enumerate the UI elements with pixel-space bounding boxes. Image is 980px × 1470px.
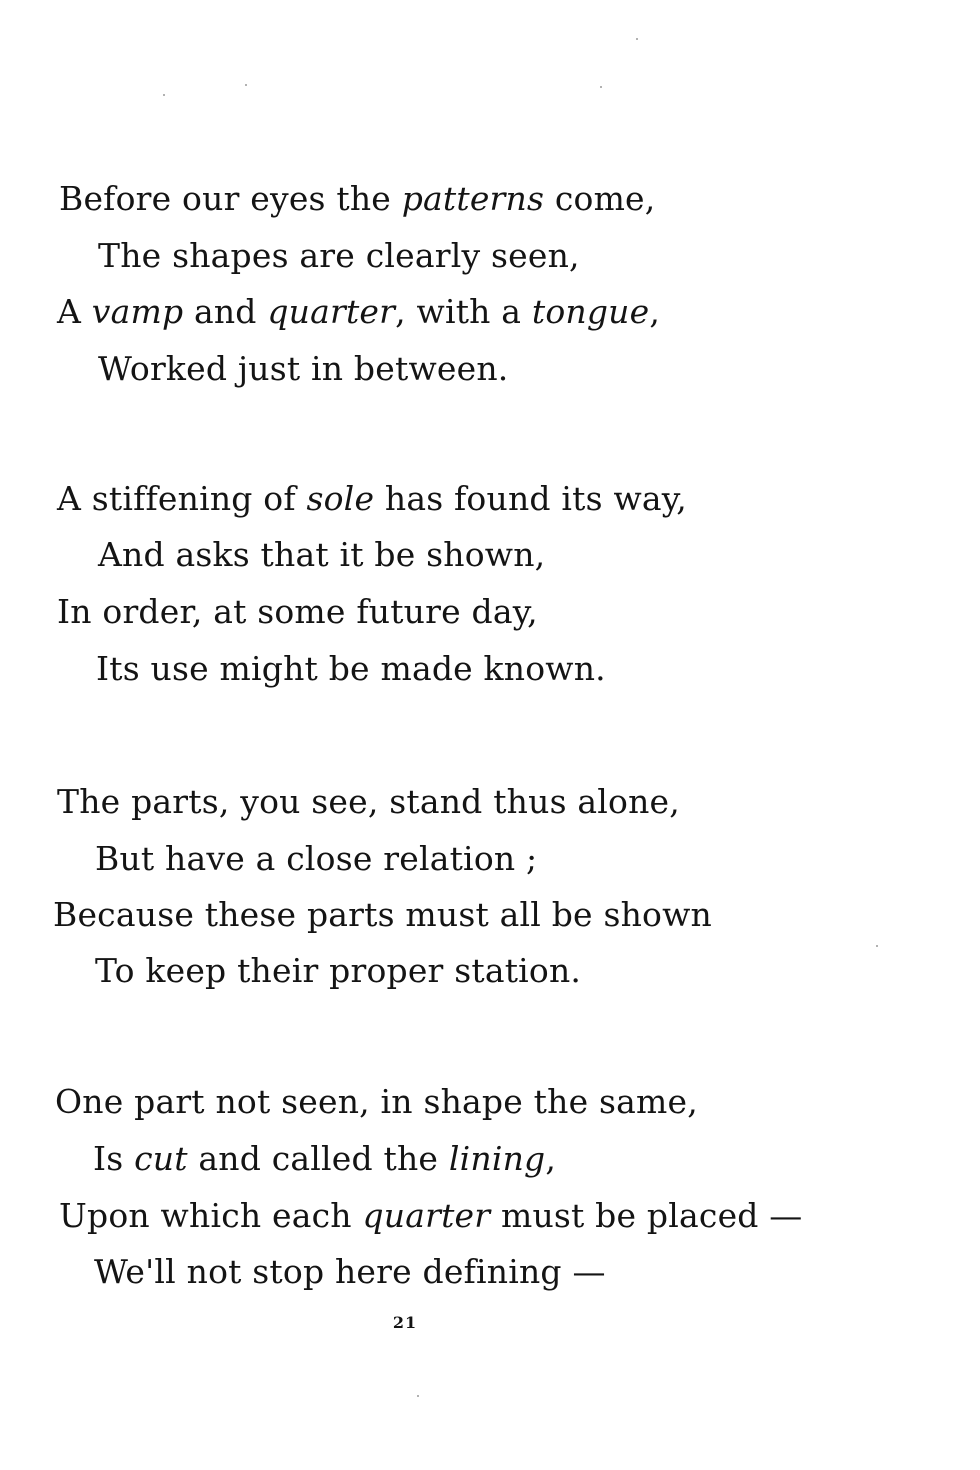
verse-line xyxy=(53,895,712,935)
verse-line xyxy=(98,535,545,575)
italic-term: sole xyxy=(306,479,375,518)
verse-text: must be placed — xyxy=(490,1196,803,1235)
verse-line xyxy=(95,951,581,991)
verse-line xyxy=(57,479,687,519)
italic-term: lining xyxy=(448,1139,546,1178)
verse-line xyxy=(59,1196,803,1236)
verse-text: In order, at some future day, xyxy=(57,592,538,631)
verse-text: and called the xyxy=(187,1139,449,1178)
verse-text: Because these parts must all be shown xyxy=(53,895,713,934)
scan-speck xyxy=(876,945,878,947)
italic-term: tongue xyxy=(531,292,650,331)
verse-text: , xyxy=(545,1139,557,1178)
verse-text: Before our eyes the xyxy=(59,179,402,218)
verse-text: Upon which each xyxy=(59,1196,363,1235)
verse-text: has found its way, xyxy=(374,479,687,518)
page-number: 21 xyxy=(392,1313,418,1332)
italic-term: patterns xyxy=(401,179,545,218)
verse-text: and xyxy=(183,292,268,331)
verse-line xyxy=(59,179,655,219)
scan-speck xyxy=(163,94,165,96)
verse-text: A xyxy=(57,292,92,331)
verse-line xyxy=(98,236,580,276)
verse-line xyxy=(57,292,660,332)
italic-term: quarter xyxy=(362,1196,491,1235)
verse-text: We'll not stop here defining — xyxy=(94,1252,606,1291)
italic-term: quarter xyxy=(267,292,396,331)
italic-term: cut xyxy=(134,1139,188,1178)
verse-text: The parts, you see, stand thus alone, xyxy=(57,782,680,821)
verse-text: Its use might be made known. xyxy=(96,649,606,688)
verse-text: And asks that it be shown, xyxy=(98,535,546,574)
scan-speck xyxy=(600,86,602,88)
verse-line xyxy=(98,349,509,389)
verse-text: come, xyxy=(544,179,656,218)
verse-line xyxy=(95,839,537,879)
verse-line xyxy=(55,1082,698,1122)
verse-text: One part not seen, in shape the same, xyxy=(55,1082,698,1121)
verse-text: Is xyxy=(93,1139,135,1178)
verse-text: To keep their proper station. xyxy=(95,951,582,990)
verse-line xyxy=(94,1252,606,1292)
verse-line xyxy=(57,592,538,632)
verse-text: A stiffening of xyxy=(57,479,307,518)
verse-line xyxy=(96,649,606,689)
scan-speck xyxy=(417,1395,419,1397)
scan-speck xyxy=(636,38,638,40)
verse-text: Worked just in between. xyxy=(98,349,509,388)
verse-text: But have a close relation ; xyxy=(95,839,538,878)
verse-line xyxy=(93,1139,556,1179)
italic-term: vamp xyxy=(91,292,184,331)
verse-text: , with a xyxy=(395,292,532,331)
verse-text: , xyxy=(649,292,661,331)
verse-line xyxy=(57,782,680,822)
scan-speck xyxy=(245,84,247,86)
verse-text: The shapes are clearly seen, xyxy=(98,236,580,275)
